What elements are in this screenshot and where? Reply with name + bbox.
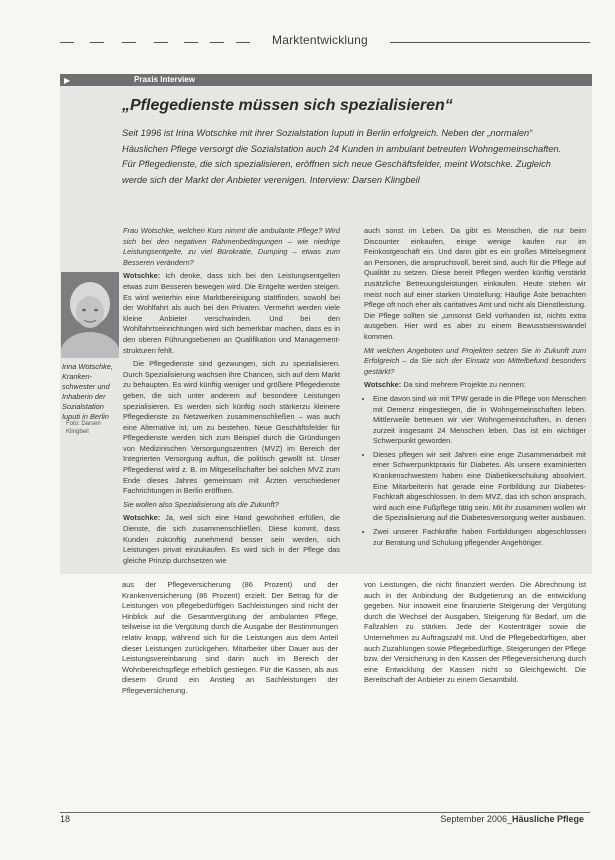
section-title: Marktentwicklung (272, 33, 368, 47)
header-dash (184, 42, 198, 43)
answer-paragraph: auch sonst im Leben. Da gibt es Menschen, die nur beim Discounter einkaufen, einige wenige kaufen nur im Feinkostgeschäft ein. Und dann gibt es ein großes Mittelsegment an Personen, die anspruchsvoll, bereit sind, auch für die Pflege auf Qualität zu setzen. Diese bereit Pflegen werden künftig verstärkt zusätzliche Betreuungsleistungen einkaufen. Heute stehen wir meist noch auf einer starken Umstellung: Häufige Äste betrachten Pflege oft noch eher als caritatives Amt und nicht als Dienstleistung. Die Pflege sollten sie „umsonst Geld vorhanden ist, nichts extra ausgeben. Hier wird es aber zu einem Bewusstseinswandel kommen. (364, 226, 586, 341)
header-dash (154, 42, 168, 43)
footer-rule (60, 812, 590, 813)
header-dash (90, 42, 104, 43)
arrow-right-icon: ▶ (64, 76, 71, 85)
page-number: 18 (60, 814, 71, 824)
question: Sie wollen also Spezialisierung als die Zukunft? (123, 499, 279, 509)
answer (364, 380, 586, 391)
list-item: • Eine davon sind wir mit TPW gerade in die Pflege von Menschen mit Demenz eingestiegen, die in Wohngemeinschaften leben. Mittlerweile betreuen wir vier Wohngemeinschaften, in denen zurzeit insgesamt 24 Menschen leben. Das ist ein wichtiger Schwerpunkt geworden. (373, 394, 586, 447)
answer-text: Ich denke, dass sich bei den Leistungsentgelten etwas zum Besseren bewegen wird. Die Entgelte werden steigen. Es wird weiterhin eine Marktbereinigung stattfinden, sowohl bei der Wohlfahrt als auch bei den Privaten. Vermehrt werden viele kleine Anbieter verschwinden. Und bei den Wohlfahrtseinrichtungen wird sich bemerkbar machen, dass es in den oberen Führungsebenen an Qualifikation und Management-strukturen fehlt. (123, 271, 340, 355)
header-rule (390, 42, 590, 43)
speaker-name: Wotschke: (123, 271, 161, 281)
body-column-right: von Leistungen, die nicht finanziert werden. Die Abrechnung ist auch in der Anbindung der Budgetierung an die entwicklung gegeben. Nur insoweit eine finanzierte Steigerung der Vergütung durch die Wechsel der Ausgaben, Steigerung für Bedarf, um die Fallzahlen zu stärken. Jede der Kostenträger sowie die Unternehmen zu Auftragszahl mit. Und die Pflegebedürftigen, aber auch Zuzahlungen sowie Pflegebedürftige, Steigerungen der Pflege bzw. der Versicherung in den Kassen der Pflegeversicherung durch eine Entwicklung der Kassen nicht so Gleichgewicht. Die Bereitschaft der Anbieter zu einem Gesamtbild. (364, 580, 586, 685)
header-dash (210, 42, 224, 43)
interview-label-bar (60, 74, 592, 86)
photo-credit: Foto: Darsen Klingbeil (66, 421, 101, 435)
page-header (60, 30, 590, 50)
article-headline: „Pflegedienste müssen sich spezialisieren“ (122, 97, 453, 114)
issue-date: September 2006_ (440, 814, 512, 824)
list-item: • Dieses pflegen wir seit Jahren eine enge Zusammenarbeit mit einer Schwerpunktpraxis für Diabetes. Als unsere examinierten Krankenschwestern haben eine Diabetikerschulung absolviert. Eine Mitarbeiterin hat gerade eine Fortbildung zur Diabetes-Fachkraft abgeschlossen. In dem MVZ, das ich schon ansprach, wird auch eine Fußpflege tätig sein. Mit ihr zusammen wollen wir die Spezialisierung auf die Diabetesversorgung weiter ausbauen. (373, 450, 586, 524)
portrait-photo (61, 272, 119, 358)
portrait-image (61, 272, 119, 358)
question: Frau Wotschke, welchen Kurs nimmt die ambulante Pflege? Wird sich bei den negativen Rahmenbedingungen – wie niedrige Leistungsentgelte, zu viel Bürokratie, Dumping – etwas zum Besseren verändern? (123, 226, 340, 267)
answer-text: Ja, weil sich eine Hand gewohnheit erfüllen, die Dienste, die sich zusammenschließen. Diese kommt, dass Kunden zukünftig zunehmend besser sein werden, sich Leistungen privat einzukaufen. Es wird sich in der Pflege das gleiche Prinzip durchsetzen wie (123, 513, 340, 565)
answer (123, 271, 340, 356)
project-list (364, 394, 586, 548)
speaker-name: Wotschke: (364, 380, 402, 390)
header-dash (60, 42, 74, 43)
question: Mit welchen Angeboten und Projekten setzen Sie in Zukunft zum Erfolgreich – da Sie sich der Einsatz von Mittelbefund besonders gestärkt? (364, 345, 586, 376)
magazine-name: Häusliche Pflege (511, 814, 584, 824)
body-column-left: aus der Pflegeversicherung (86 Prozent) und der Krankenversicherung (86 Prozent) erzielt. Der Betrag für die Leistungen von pflegebedürftigen Sachleistungen sind nicht der Hinblick auf die Gesamtvergütung der ambulanten Pflege, teilweise ist die Vergütung durch die Ausgabe der Bestimmungen relativ knapp, während sich für die Leistungen aus dem Anteil dieser Leistungen zurückgehen. Mitarbeiter über Dauer aus der Leistungsvereinbarung sind darin auch im Bereich der Wohnbereichspflege erheblich gestiegen. Für die Kassen, als aus diesem Grund ein Anstieg an Sachleistungen der Pflegeversicherung. (122, 580, 338, 695)
list-item: • Zwei unserer Fachkräfte haben Fortbildungen abgeschlossen zur Beratung und Schulung pflegender Angehöriger. (373, 527, 586, 548)
answer-paragraph: Die Pflegedienste sind gezwungen, sich zu spezialisieren. Durch Spezialisierung wachsen ihre Chancen, sich auf dem Markt zu behaupten. Es wird künftig weniger und größere Pflegedienste geben, die sich unter anderem auf besondere Leistungen spezialisieren. Es werden sich künftig noch stärkerzu kleinere Pflegedienste zu Netzwerken zusammenschließen – was auch eine Alternative ist, um zu bestehen. Neue Geschäftsfelder für Pflegedienste werden sich zum Beispiel durch die Gründungen von Medizinischen Versorgungszentren (MVZ) im Bereich der Integrierten Versorgung auftun, die politisch gewollt ist. Unser Pflegedienst wird z. B. im Mitgesellschafter bei solchen MVZ zum Ende dieses Jahres gemeinsam mit Ärzten verschiedener Fachrichtungen in Berlin eröffnen. (123, 359, 340, 496)
header-dash (236, 42, 250, 43)
page-footer (60, 812, 590, 826)
header-dash (122, 42, 136, 43)
interview-column-left (123, 226, 340, 569)
photo-caption: Irina Wotschke, Kranken-schwester und Inhaberin der Sozialstation Iuputi in Berlin (62, 362, 113, 421)
interview-column-right (364, 226, 586, 551)
issue-line (440, 814, 584, 824)
answer-text: Da sind mehrere Projekte zu nennen: (403, 380, 526, 390)
interview-label: Praxis Interview (134, 75, 195, 84)
answer (123, 513, 340, 566)
speaker-name: Wotschke: (123, 513, 161, 523)
article-lead: Seit 1996 ist Irina Wotschke mit ihrer Sozialstation Iuputi in Berlin erfolgreich. Neben der „normalen“ Häuslichen Pflege versorgt die Sozialstation auch 24 Kunden in ambulant betreuten Wohngemeinschaften. Für Pflegedienste, die sich spezialisieren, eröffnen sich neue Geschäftsfelder, meint Wotschke. Zugleich werde sich der Markt der Anbieter verenigen. Interview: Darsen Klingbeil (122, 128, 562, 185)
